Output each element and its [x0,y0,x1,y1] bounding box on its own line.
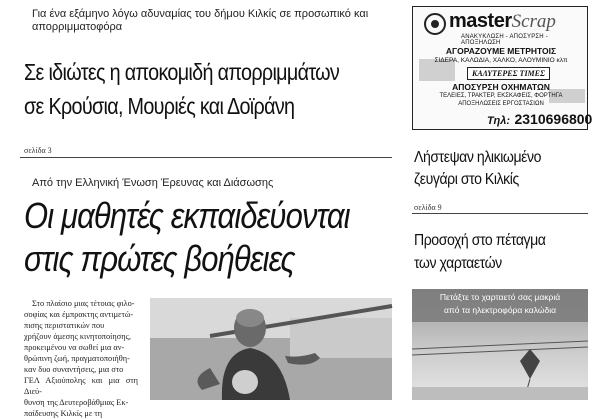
photo-illustration [150,298,392,400]
headline-waste-line1[interactable]: Σε ιδιώτες η αποκομιδή απορριμμάτων [24,59,340,85]
body-line: προκειμένου να σωθεί μια αν- [24,343,125,352]
page-ref-3: σελίδα 3 [24,146,52,155]
headline-kites-line1[interactable]: Προσοχή στο πέταγμα [414,232,546,249]
headline-robbery-line2[interactable]: ζευγάρι στο Κιλκίς [414,171,519,188]
body-line: πισης περιστατικών που [24,321,105,330]
article-photo[interactable] [150,298,392,400]
body-line: καν δυο συναντήσεις, μια στο [24,365,124,374]
ad-buy-items: ΣΙΔΕΡΑ, ΚΑΛΩΔΙΑ, ΧΑΛΚΟ, ΑΛΟΥΜΙΝΙΟ κλπ [434,57,568,64]
masterscrap-ad[interactable] [412,6,593,130]
divider [412,213,588,214]
kicker-waste: Για ένα εξάμηνο λόγω αδυναμίας του δήμου Κιλκίς σε προσωπικό και απορριμματοφόρα [32,8,369,33]
kicker-rescue: Από την Ελληνική Ένωση Έρευνας και Διάσωσης [32,177,274,189]
ad-stamp: ΚΑΛΥΤΕΡΕΣ ΤΙΜΕΣ [467,67,550,80]
headline-robbery-line1[interactable]: Λήστεψαν ηλικιωμένο [414,149,541,166]
phone-number: 2310696800 [514,111,593,127]
headline-students-line1[interactable]: Οι μαθητές εκπαιδεύονται [24,195,350,236]
ad-buy-title: ΑΓΟΡΑΖΟΥΜΕ ΜΕΤΡΗΤΟΙΣ [445,46,557,56]
brand-scrap: Scrap [511,11,556,32]
phone-label: Τηλ: [487,115,511,127]
ad-vehicle-items: ΤΕΛΕΙΕΣ, ΤΡΑΚΤΕΡ, ΕΚΣΚΑΦΕΙΣ, ΦΟΡΤΗΓΑ [439,93,563,99]
body-line: θρώπινη ζωή, πραγματοποιήθη- [24,354,130,363]
page-ref-9: σελίδα 9 [414,203,442,212]
headline-waste-line2[interactable]: σε Κρούσια, Μουριές και Δοϊράνη [24,93,295,119]
headline-kites-line2[interactable]: των χαρταετών [414,255,502,272]
ad-logo [449,10,556,33]
ad-dismantle: ΑΠΟΞΗΛΩΣΕΙΣ ΕΡΓΟΣΤΑΣΙΩΝ [458,101,544,107]
kite-caption-line2: από τα ηλεκτροφόρα καλώδια [443,305,557,315]
headline-students-line2[interactable]: στις πρώτες βοήθειες [24,238,295,279]
kite-photo[interactable] [412,289,588,400]
kite-illustration [412,289,588,400]
kite-caption-line1: Πετάξτε το χαρταετό σας μακριά [439,292,561,302]
left-column [20,0,392,418]
body-line: χρήζουν άμεσης κινητοποίησης, [24,332,131,341]
divider [20,157,392,158]
body-line: ΓΕΛ Αξιούπολης και μια στη Διεύ- [24,376,138,396]
ad-tagline: ΑΝΑΚΥΚΛΩΣΗ - ΑΠΟΣΥΡΣΗ - ΑΠΟΞΗΛΩΣΗ [461,34,548,46]
ad-vehicle-title: ΑΠΟΣΥΡΣΗ ΟΧΗΜΑΤΩΝ [452,82,550,92]
body-line: Στο πλαίσιο μιας τέτοιας φιλο- [32,299,135,308]
right-column [412,0,593,400]
brand-master: master [449,10,512,32]
body-line: θυνση της Δευτεροβάθμιας Εκ- [24,398,129,407]
ad-phone[interactable] [487,111,592,129]
body-line: σοφίας και έμπρακτης αντιμετώ- [24,310,134,319]
body-line: παίδευσης Κιλκίς με τη [24,409,103,418]
article-body [24,298,138,419]
